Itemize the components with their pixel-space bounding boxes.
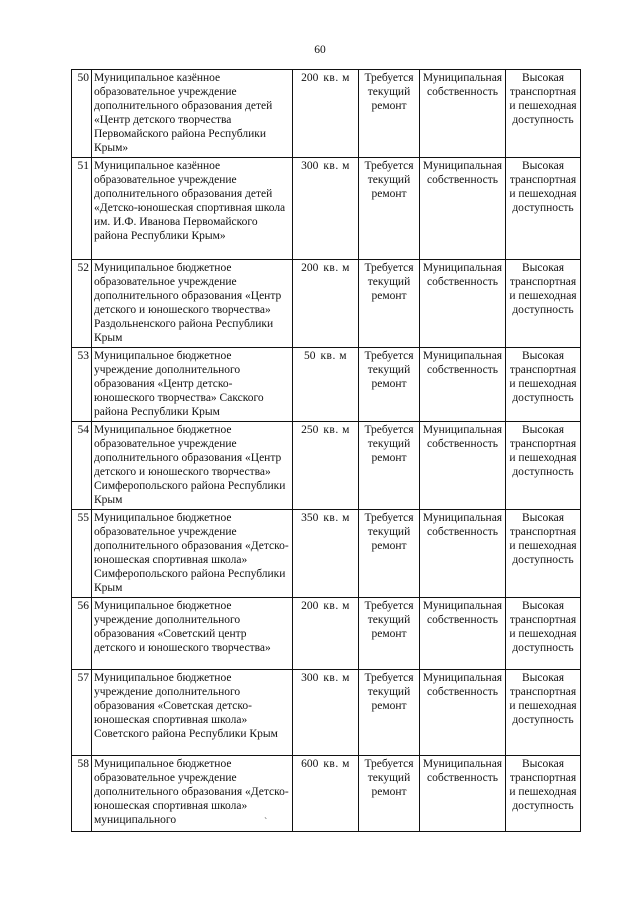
table-row [72, 510, 581, 598]
table-row [72, 260, 581, 348]
row-number: 51 [72, 158, 92, 260]
area-unit: кв. м [323, 262, 350, 274]
ownership-cell: Муниципальная собственность [420, 510, 506, 598]
area-value: 200 [301, 600, 319, 612]
ownership-cell: Муниципальная собственность [420, 260, 506, 348]
ownership-cell: Муниципальная собственность [420, 348, 506, 422]
institution-name: Муниципальное бюджетное образовательное учреждение дополнительного образования «Детско-юношеская спортивная школа» Симферопольского района Республики Крым [92, 510, 293, 598]
institution-name: Муниципальное бюджетное учреждение дополнительного образования «Советский центр детского и юношеского творчества» [92, 598, 293, 670]
table-row [72, 422, 581, 510]
page-number: 60 [314, 44, 326, 56]
accessibility-cell: Высокая транспортная и пешеходная доступность [506, 510, 581, 598]
table-row [72, 670, 581, 756]
area-value: 250 [301, 424, 319, 436]
area-cell [293, 348, 359, 422]
row-number: 55 [72, 510, 92, 598]
ownership-cell: Муниципальная собственность [420, 756, 506, 832]
accessibility-cell: Высокая транспортная и пешеходная доступность [506, 598, 581, 670]
area-cell [293, 260, 359, 348]
area-cell [293, 70, 359, 158]
institution-name: Муниципальное бюджетное учреждение дополнительного образования «Советская детско-юношеская спортивная школа» Советского района Республики Крым [92, 670, 293, 756]
institution-name: Муниципальное казённое образовательное учреждение дополнительного образования детей «Центр детского творчества Первомайского района Республики Крым» [92, 70, 293, 158]
area-value: 50 [303, 350, 316, 362]
condition-cell: Требуется текущий ремонт [359, 510, 420, 598]
accessibility-cell: Высокая транспортная и пешеходная доступность [506, 756, 581, 832]
accessibility-cell: Высокая транспортная и пешеходная доступность [506, 158, 581, 260]
row-number: 53 [72, 348, 92, 422]
institution-name: Муниципальное бюджетное образовательное учреждение дополнительного образования «Детско-юношеская спортивная школа» муниципального [92, 756, 293, 832]
table-row [72, 158, 581, 260]
area-cell [293, 158, 359, 260]
area-unit: кв. м [323, 424, 350, 436]
institution-name: Муниципальное бюджетное образовательное учреждение дополнительного образования «Центр детского и юношеского творчества» Симферопольского района Республики Крым [92, 422, 293, 510]
condition-cell: Требуется текущий ремонт [359, 70, 420, 158]
scan-tick-mark: ˴ [264, 812, 268, 823]
row-number: 50 [72, 70, 92, 158]
facilities-table [71, 69, 581, 832]
area-unit: кв. м [323, 758, 350, 770]
area-value: 600 [301, 758, 319, 770]
area-value: 300 [301, 160, 319, 172]
accessibility-cell: Высокая транспортная и пешеходная доступность [506, 422, 581, 510]
condition-cell: Требуется текущий ремонт [359, 598, 420, 670]
condition-cell: Требуется текущий ремонт [359, 670, 420, 756]
area-unit: кв. м [323, 512, 350, 524]
row-number: 54 [72, 422, 92, 510]
accessibility-cell: Высокая транспортная и пешеходная доступность [506, 70, 581, 158]
area-cell [293, 598, 359, 670]
area-value: 350 [301, 512, 319, 524]
institution-name: Муниципальное казённое образовательное учреждение дополнительного образования детей «Детско-юношеская спортивная школа им. И.Ф. Иванова Первомайского района Республики Крым» [92, 158, 293, 260]
ownership-cell: Муниципальная собственность [420, 70, 506, 158]
ownership-cell: Муниципальная собственность [420, 158, 506, 260]
table-row [72, 598, 581, 670]
table-row [72, 70, 581, 158]
institution-name: Муниципальное бюджетное учреждение дополнительного образования «Центр детско-юношеского творчества» Сакского района Республики Крым [92, 348, 293, 422]
accessibility-cell: Высокая транспортная и пешеходная доступность [506, 348, 581, 422]
condition-cell: Требуется текущий ремонт [359, 260, 420, 348]
area-cell [293, 422, 359, 510]
area-unit: кв. м [323, 160, 350, 172]
area-value: 300 [301, 672, 319, 684]
accessibility-cell: Высокая транспортная и пешеходная доступность [506, 670, 581, 756]
area-value: 200 [301, 262, 319, 274]
table-row [72, 348, 581, 422]
area-unit: кв. м [320, 350, 348, 362]
row-number: 58 [72, 756, 92, 832]
area-unit: кв. м [323, 600, 350, 612]
row-number: 52 [72, 260, 92, 348]
condition-cell: Требуется текущий ремонт [359, 422, 420, 510]
ownership-cell: Муниципальная собственность [420, 670, 506, 756]
row-number: 57 [72, 670, 92, 756]
condition-cell: Требуется текущий ремонт [359, 756, 420, 832]
condition-cell: Требуется текущий ремонт [359, 348, 420, 422]
area-cell [293, 670, 359, 756]
condition-cell: Требуется текущий ремонт [359, 158, 420, 260]
area-value: 200 [301, 72, 319, 84]
row-number: 56 [72, 598, 92, 670]
accessibility-cell: Высокая транспортная и пешеходная доступность [506, 260, 581, 348]
area-unit: кв. м [323, 672, 350, 684]
table-body [72, 70, 581, 832]
area-cell [293, 510, 359, 598]
ownership-cell: Муниципальная собственность [420, 598, 506, 670]
ownership-cell: Муниципальная собственность [420, 422, 506, 510]
area-unit: кв. м [323, 72, 350, 84]
table-row [72, 756, 581, 832]
institution-name: Муниципальное бюджетное образовательное учреждение дополнительного образования «Центр детского и юношеского творчества» Раздольненского района Республики Крым [92, 260, 293, 348]
area-cell [293, 756, 359, 832]
